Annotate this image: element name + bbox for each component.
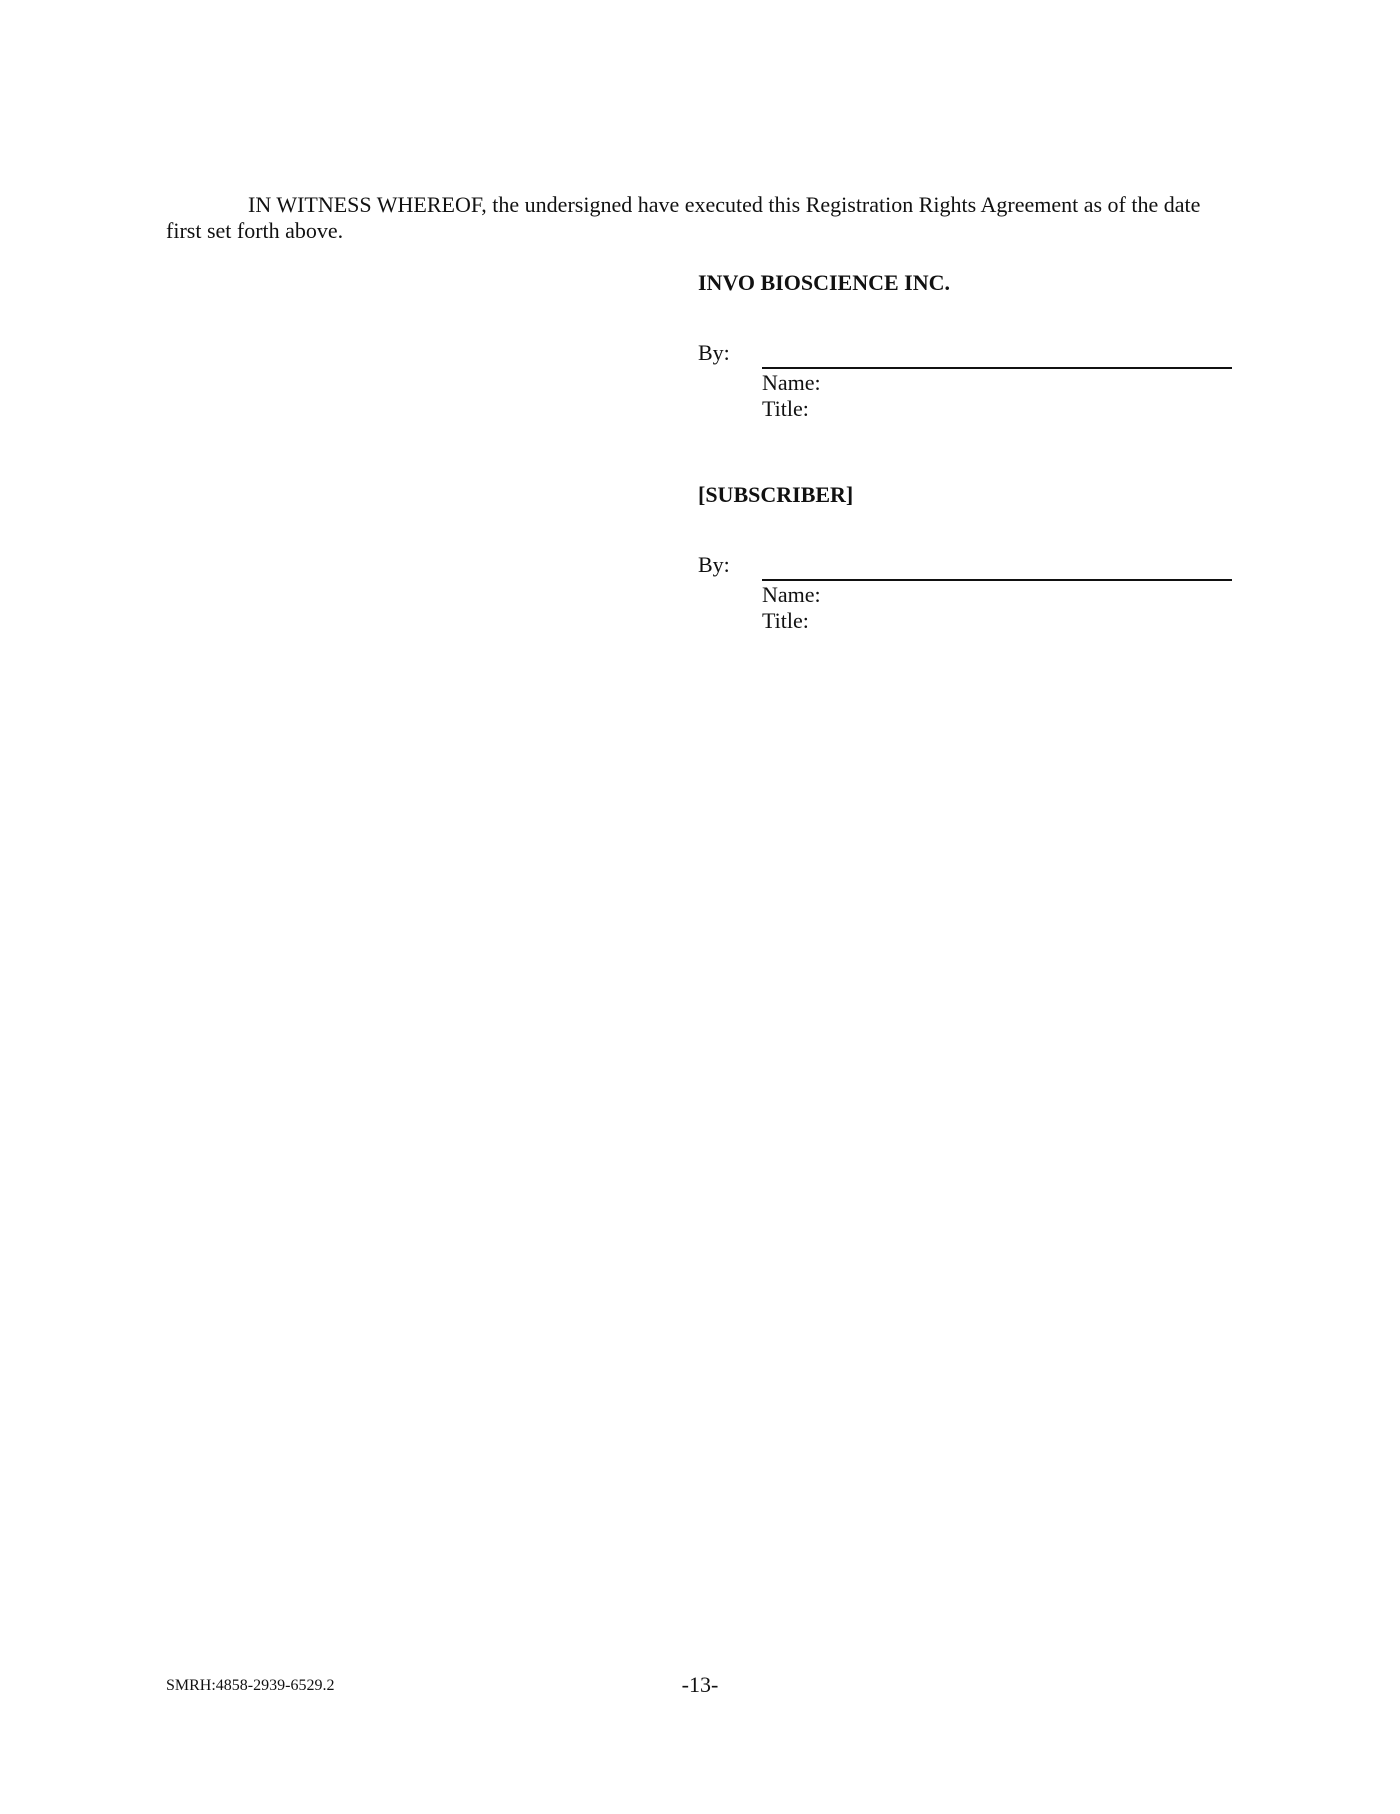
witness-paragraph: IN WITNESS WHEREOF, the undersigned have executed this Registration Rights Agreement as of the date first set forth above. <box>166 192 1201 243</box>
subscriber-name: [SUBSCRIBER] <box>698 482 854 507</box>
title-label: Title: <box>762 396 809 421</box>
footer-document-id: SMRH:4858-2939-6529.2 <box>166 1677 335 1694</box>
company-name: INVO BIOSCIENCE INC. <box>698 270 951 295</box>
signature-line <box>762 579 1232 581</box>
page-number: -13- <box>681 1672 719 1697</box>
by-label: By: <box>698 340 730 365</box>
signature-row <box>698 340 1238 370</box>
signature-row <box>698 552 1238 582</box>
signature-block-company <box>698 270 1238 422</box>
name-label: Name: <box>762 370 821 395</box>
signature-line <box>762 367 1232 369</box>
signature-block-subscriber <box>698 482 1238 634</box>
name-title-group <box>698 582 1238 634</box>
title-label: Title: <box>762 608 809 633</box>
name-title-group <box>698 370 1238 422</box>
by-label: By: <box>698 552 730 577</box>
name-label: Name: <box>762 582 821 607</box>
